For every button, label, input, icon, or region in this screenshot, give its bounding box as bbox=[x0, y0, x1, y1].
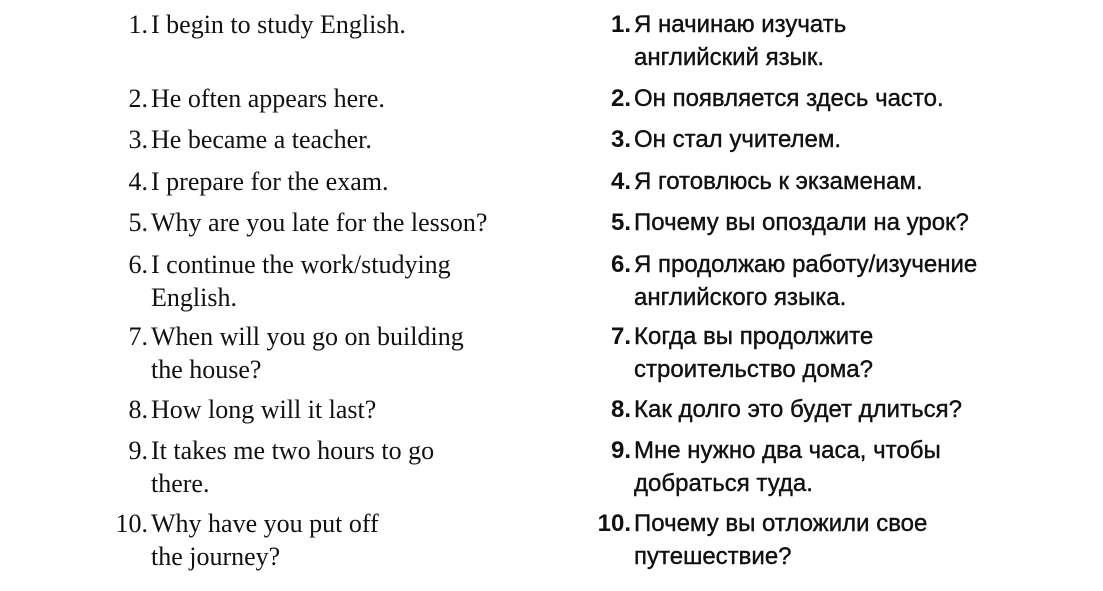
russian-item-10 bbox=[583, 507, 927, 573]
text-line: добраться туда. bbox=[634, 470, 813, 497]
russian-item-4 bbox=[583, 165, 923, 198]
russian-item-3 bbox=[583, 123, 841, 156]
item-number: 2. bbox=[128, 84, 148, 113]
russian-item-9 bbox=[583, 434, 941, 500]
item-text bbox=[631, 507, 927, 573]
item-text bbox=[631, 393, 962, 426]
english-item-1 bbox=[100, 8, 406, 41]
item-number: 4. bbox=[610, 168, 631, 195]
text-line: I begin to study English. bbox=[151, 10, 406, 39]
item-number: 8. bbox=[128, 395, 148, 424]
text-line: Когда вы продолжите bbox=[634, 323, 874, 350]
item-text bbox=[631, 320, 873, 386]
text-line: Почему вы опоздали на урок? bbox=[634, 209, 969, 236]
item-number: 2. bbox=[610, 85, 631, 112]
russian-item-6 bbox=[583, 248, 977, 314]
text-line: He became a teacher. bbox=[151, 125, 372, 154]
item-text bbox=[148, 507, 379, 573]
text-line: Как долго это будет длиться? bbox=[634, 396, 962, 423]
text-line: It takes me two hours to go bbox=[151, 436, 435, 465]
item-number: 10. bbox=[115, 509, 148, 538]
item-text bbox=[631, 8, 846, 74]
item-text bbox=[148, 248, 451, 314]
item-text bbox=[631, 82, 944, 115]
text-line: I continue the work/studying bbox=[151, 250, 451, 279]
text-line: the house? bbox=[151, 355, 262, 384]
item-number: 3. bbox=[128, 125, 148, 154]
item-number: 9. bbox=[610, 437, 631, 464]
item-text bbox=[148, 434, 434, 500]
russian-item-7 bbox=[583, 320, 873, 386]
english-item-6 bbox=[100, 248, 451, 314]
text-line: Why are you late for the lesson? bbox=[151, 208, 488, 237]
item-text bbox=[631, 123, 841, 156]
text-line: When will you go on building bbox=[151, 322, 464, 351]
russian-item-1 bbox=[583, 8, 846, 74]
item-text bbox=[148, 320, 464, 386]
item-number: 7. bbox=[128, 322, 148, 351]
item-number: 6. bbox=[610, 251, 631, 278]
text-line: How long will it last? bbox=[151, 395, 377, 424]
item-text bbox=[631, 206, 969, 239]
english-item-9 bbox=[100, 434, 434, 500]
text-line: английского языка. bbox=[634, 284, 847, 311]
english-item-10 bbox=[100, 507, 379, 573]
text-line: there. bbox=[151, 469, 210, 498]
item-number: 5. bbox=[610, 209, 631, 236]
item-number: 3. bbox=[610, 126, 631, 153]
item-number: 9. bbox=[128, 436, 148, 465]
text-line: I prepare for the exam. bbox=[151, 167, 389, 196]
russian-item-5 bbox=[583, 206, 969, 239]
text-line: английский язык. bbox=[634, 44, 825, 71]
text-line: Он стал учителем. bbox=[634, 126, 842, 153]
text-line: He often appears here. bbox=[151, 84, 385, 113]
text-line: the journey? bbox=[151, 542, 281, 571]
item-text bbox=[148, 8, 406, 41]
english-item-7 bbox=[100, 320, 464, 386]
english-item-3 bbox=[100, 123, 372, 156]
item-text bbox=[631, 165, 923, 198]
english-item-5 bbox=[100, 206, 487, 239]
text-line: English. bbox=[151, 283, 237, 312]
item-number: 5. bbox=[128, 208, 148, 237]
english-item-2 bbox=[100, 82, 385, 115]
item-text bbox=[631, 434, 941, 500]
item-text bbox=[148, 165, 388, 198]
text-line: строительство дома? bbox=[634, 356, 873, 383]
item-number: 8. bbox=[610, 396, 631, 423]
text-line: Мне нужно два часа, чтобы bbox=[634, 437, 941, 464]
item-number: 1. bbox=[610, 11, 631, 38]
text-line: Why have you put off bbox=[151, 509, 379, 538]
item-text bbox=[148, 123, 372, 156]
item-text bbox=[631, 248, 977, 314]
item-text bbox=[148, 82, 385, 115]
text-line: Почему вы отложили свое bbox=[634, 510, 928, 537]
russian-item-2 bbox=[583, 82, 944, 115]
english-sentences-column bbox=[100, 0, 570, 591]
text-line: Он появляется здесь часто. bbox=[634, 85, 944, 112]
item-number: 4. bbox=[128, 167, 148, 196]
text-line: Я начинаю изучать bbox=[634, 11, 847, 38]
russian-translations-column bbox=[583, 0, 1083, 591]
item-number: 6. bbox=[128, 250, 148, 279]
russian-item-8 bbox=[583, 393, 962, 426]
item-text bbox=[148, 206, 487, 239]
text-line: Я продолжаю работу/изучение bbox=[634, 251, 978, 278]
item-number: 1. bbox=[128, 10, 148, 39]
english-item-4 bbox=[100, 165, 388, 198]
item-number: 10. bbox=[597, 510, 631, 537]
text-line: путешествие? bbox=[634, 543, 792, 570]
english-item-8 bbox=[100, 393, 376, 426]
item-number: 7. bbox=[610, 323, 631, 350]
item-text bbox=[148, 393, 376, 426]
text-line: Я готовлюсь к экзаменам. bbox=[634, 168, 923, 195]
